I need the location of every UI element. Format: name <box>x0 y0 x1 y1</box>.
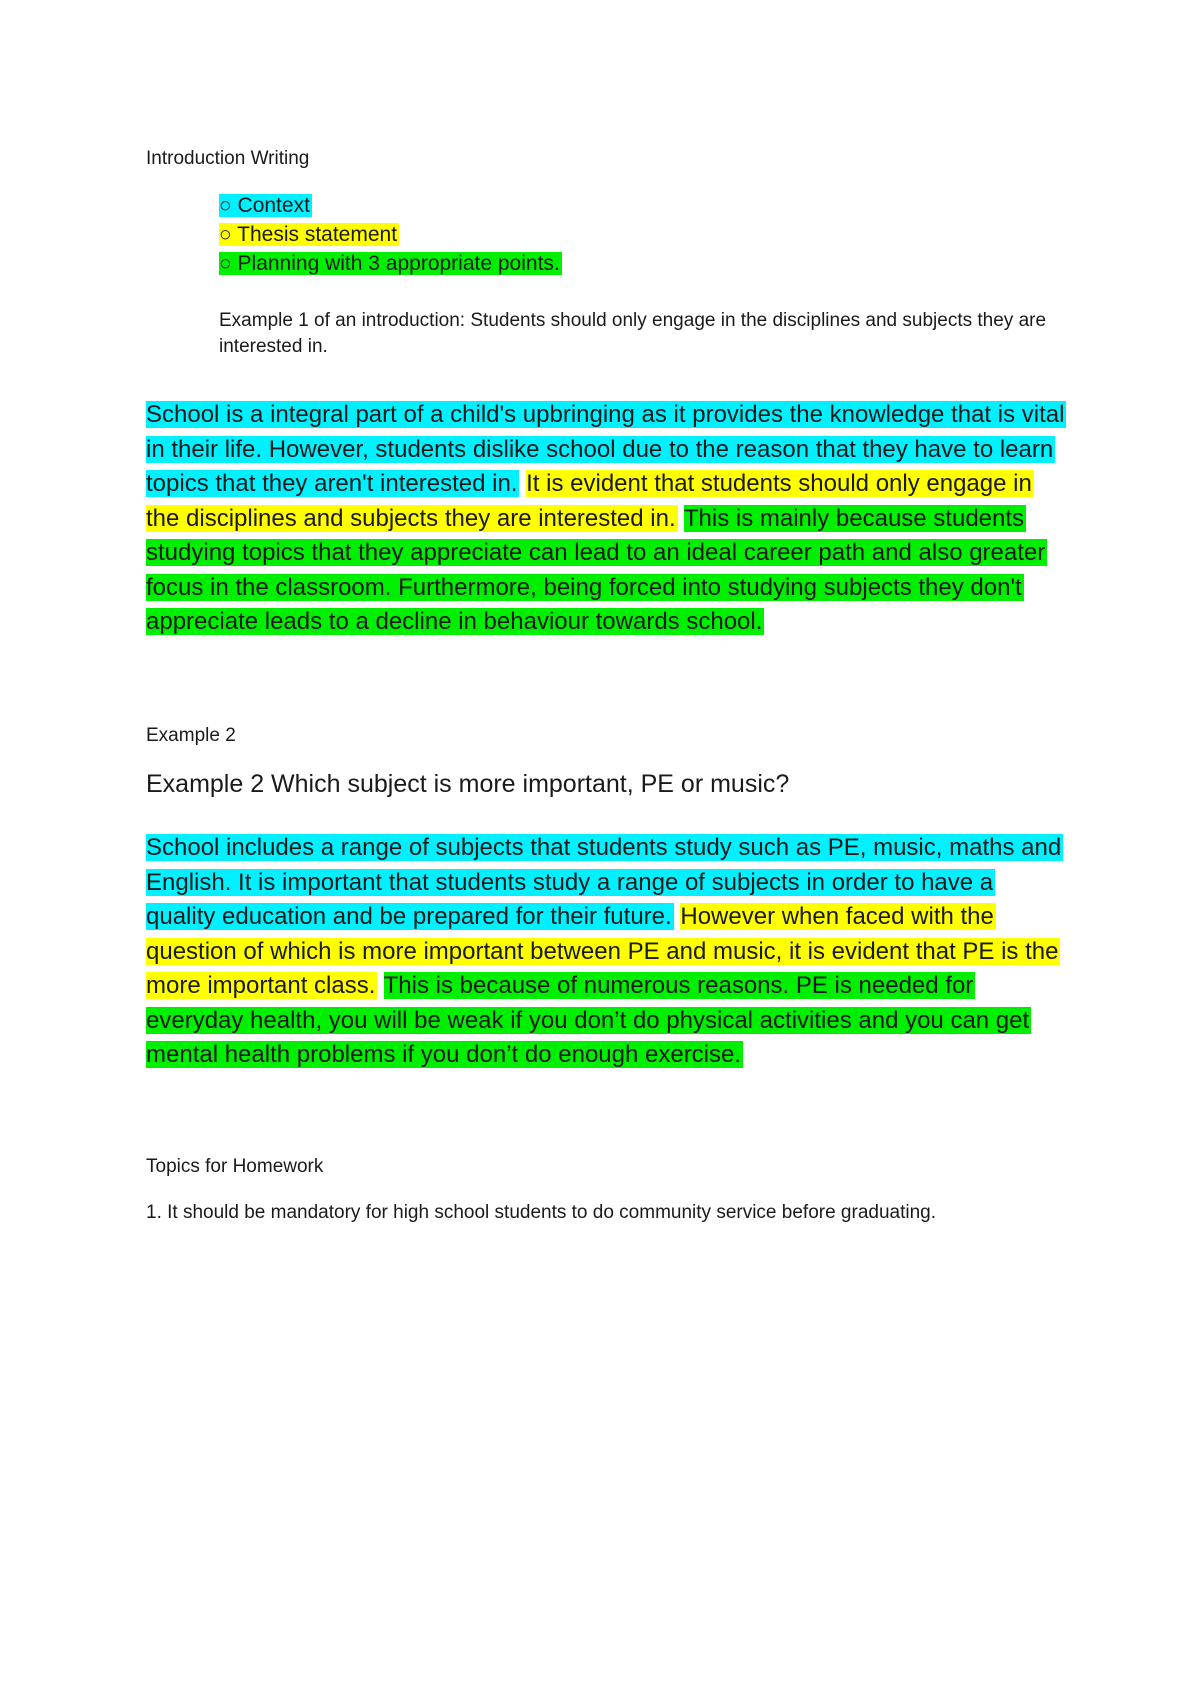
bullet-icon: ○ <box>219 194 238 217</box>
example1-label: Example 1 of an introduction: Students should only engage in the disciplines and subjects they are interested in. <box>219 310 1047 357</box>
bullet-icon: ○ <box>219 252 238 275</box>
example2-planning: This is because of numerous reasons. PE is needed for everyday health, you will be weak if you don’t do physical activities and you can get mental health problems if you don’t do enough exercise. <box>146 972 1030 1068</box>
legend-item-planning <box>219 249 562 278</box>
example1-context: School is a integral part of a child's upbringing as it provides the knowledge that is vital in their life. However, students dislike school due to the reason that they have to learn topics that they aren't interested in. <box>146 401 1065 497</box>
example2-label: Example 2 <box>146 725 236 746</box>
legend-planning-highlight <box>219 252 562 275</box>
legend-label: Planning with 3 appropriate points. <box>237 252 560 275</box>
example1-planning: This is mainly because students studying topics that they appreciate can lead to an ideal career path and also greater focus in the classroom. Furthermore, being forced into studying subjects they don't appreciate leads to a decline in behaviour towards school. <box>146 504 1046 635</box>
legend-item-context <box>219 191 562 220</box>
homework-item: 1. It should be mandatory for high school students to do community service before graduating. <box>146 1202 937 1223</box>
page-title: Introduction Writing <box>146 148 310 169</box>
legend-thesis-highlight <box>219 223 399 246</box>
legend-label: Context <box>237 194 310 217</box>
example2-context: School includes a range of subjects that students study such as PE, music, maths and English. It is important that students study a range of subjects in order to have a quality education and be prepared for their future. <box>146 834 1062 930</box>
example1-thesis: It is evident that students should only engage in the disciplines and subjects they are interested in. <box>146 470 1032 532</box>
color-legend <box>219 191 562 278</box>
legend-label: Thesis statement <box>237 223 398 246</box>
example2-paragraph <box>146 831 1066 1073</box>
homework-label: Topics for Homework <box>146 1156 324 1177</box>
example1-paragraph <box>146 398 1066 640</box>
bullet-icon: ○ <box>219 223 238 246</box>
example2-thesis: However when faced with the question of which is more important between PE and music, it is evident that PE is the more important class. <box>146 903 1059 999</box>
legend-context-highlight <box>219 194 312 217</box>
example2-heading: Example 2 Which subject is more important, PE or music? <box>146 770 790 798</box>
legend-item-thesis <box>219 220 562 249</box>
